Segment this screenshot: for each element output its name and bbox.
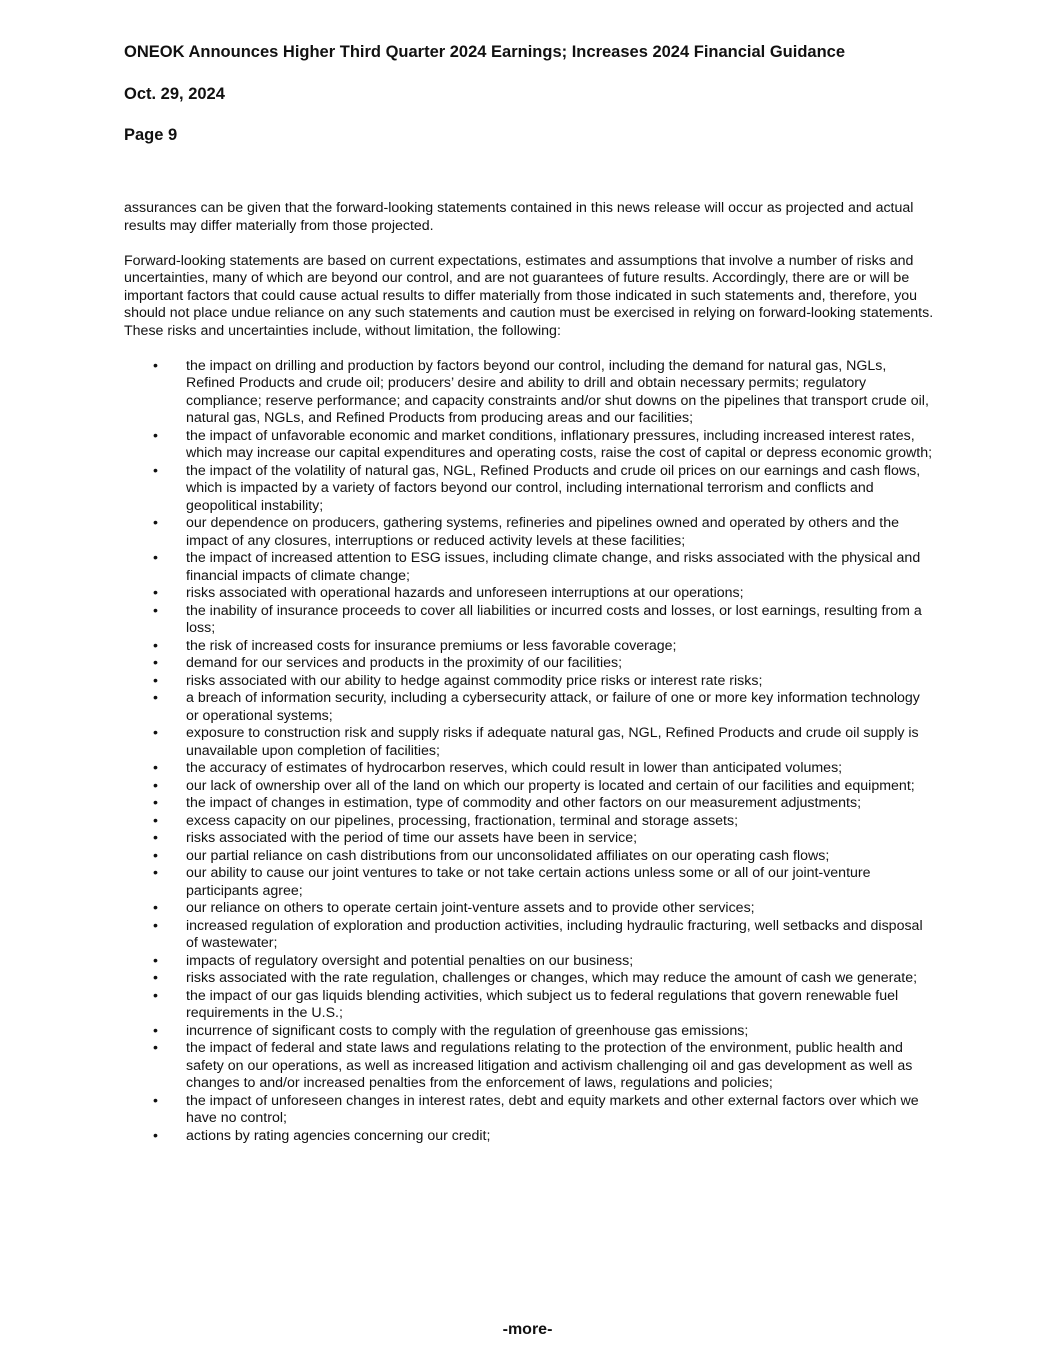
risk-factor-item (124, 760, 936, 778)
risk-factor-text: risks associated with the period of time our assets have been in service; (186, 830, 638, 846)
risk-factor-text: impacts of regulatory oversight and potential penalties on our business; (186, 952, 634, 969)
bullet-marker: • (153, 672, 158, 689)
bullet-marker: • (153, 987, 158, 1004)
bullet-marker: • (153, 760, 158, 776)
bullet-marker: • (153, 795, 158, 811)
risk-factor-item (124, 918, 936, 953)
risk-factor-text: the risk of increased costs for insurance premiums or less favorable coverage; (186, 637, 677, 654)
bullet-marker: • (153, 900, 158, 916)
risk-factor-text: the accuracy of estimates of hydrocarbon reserves, which could result in lower than anticipated volumes; (186, 760, 843, 776)
bullet-marker: • (153, 637, 158, 654)
risk-factor-item (124, 428, 936, 463)
bullet-marker: • (153, 427, 158, 444)
risk-factor-item (124, 1023, 936, 1041)
risk-factor-item (124, 655, 936, 673)
bullet-marker: • (153, 917, 158, 934)
risk-factor-text: risks associated with the rate regulation, challenges or changes, which may reduce the amount of cash we generate; (186, 970, 918, 986)
risk-factor-item (124, 358, 936, 428)
risk-factor-item (124, 673, 936, 691)
release-date: Oct. 29, 2024 (124, 85, 225, 103)
bullet-marker: • (153, 847, 158, 864)
bullet-marker: • (153, 865, 158, 881)
bullet-marker: • (153, 812, 158, 829)
bullet-marker: • (153, 690, 158, 706)
risk-factor-text: the inability of insurance proceeds to cover all liabilities or incurred costs and losses, or lost earnings, resulting from a loss; (186, 602, 922, 636)
risk-factor-item (124, 795, 936, 813)
risk-factor-item (124, 778, 936, 796)
risk-factor-text: our lack of ownership over all of the land on which our property is located and certain of our facilities and equipment; (186, 777, 915, 794)
risk-factor-text: incurrence of significant costs to comply with the regulation of greenhouse gas emissions; (186, 1022, 749, 1039)
bullet-marker: • (153, 515, 158, 531)
risk-factor-list (124, 358, 936, 1146)
risk-factor-text: the impact of unfavorable economic and market conditions, inflationary pressures, including increased interest rates, which may increase our capital expenditures and operating costs, raise the cost of capital or depress economic growth; (186, 427, 933, 461)
risk-factor-text: our ability to cause our joint ventures to take or not take certain actions unless some or all of our joint-venture participants agree; (186, 865, 871, 899)
risk-factor-text: our dependence on producers, gathering systems, refineries and pipelines owned and operated by others and the impact of any closures, interruptions or reduced activity levels at these facilities; (186, 515, 899, 549)
risk-factor-text: increased regulation of exploration and production activities, including hydraulic fracturing, well setbacks and disposal of wastewater; (186, 917, 923, 951)
risk-factor-item (124, 603, 936, 638)
page-number: Page 9 (124, 126, 178, 144)
bullet-marker: • (153, 970, 158, 986)
risk-factor-text: our partial reliance on cash distributions from our unconsolidated affiliates on our operating cash flows; (186, 847, 830, 864)
document-body (124, 200, 936, 1145)
risk-factor-item (124, 1040, 936, 1093)
risk-factor-text: a breach of information security, including a cybersecurity attack, or failure of one or more key information technology or operational systems; (186, 690, 920, 724)
bullet-marker: • (153, 1092, 158, 1109)
paragraph-intro: assurances can be given that the forward-looking statements contained in this news release will occur as projected and actual results may differ materially from those projected. (124, 200, 914, 234)
risk-factor-text: the impact of unforeseen changes in interest rates, debt and equity markets and other external factors over which we have no control; (186, 1092, 919, 1126)
risk-factor-item (124, 865, 936, 900)
bullet-marker: • (153, 357, 158, 374)
risk-factor-text: the impact of the volatility of natural gas, NGL, Refined Products and crude oil prices on our earnings and cash flows, which is impacted by a variety of factors beyond our control, including international terrorism and conflicts and geopolitical instability; (186, 462, 921, 514)
bullet-marker: • (153, 1022, 158, 1039)
risk-factor-text: our reliance on others to operate certain joint-venture assets and to provide other services; (186, 900, 755, 916)
risk-factor-item (124, 515, 936, 550)
bullet-marker: • (153, 1040, 158, 1056)
risk-factor-text: the impact on drilling and production by factors beyond our control, including the demand for natural gas, NGLs, Refined Products and crude oil; producers’ desire and ability to drill and obtain necessary permits; regulatory compliance; reserve performance; and capacity constraints and/or shut downs on the pipelines that transport crude oil, natural gas, NGLs, and Refined Products from producing areas and our facilities; (186, 357, 929, 426)
risk-factor-item (124, 690, 936, 725)
bullet-marker: • (153, 585, 158, 601)
risk-factor-item (124, 953, 936, 971)
more-footer: -more- (502, 1321, 553, 1338)
risk-factor-text: risks associated with operational hazards and unforeseen interruptions at our operations; (186, 585, 744, 601)
risk-factor-item (124, 813, 936, 831)
risk-factor-text: exposure to construction risk and supply risks if adequate natural gas, NGL, Refined Products and crude oil supply is unavailable upon completion of facilities; (186, 725, 919, 759)
risk-factor-item (124, 848, 936, 866)
risk-factor-text: the impact of federal and state laws and regulations relating to the protection of the environment, public health and safety on our operations, as well as increased litigation and activism challenging oil and gas development as well as changes to and/or increased penalties from the enforcement of laws, regulations and policies; (186, 1040, 913, 1091)
risk-factor-item (124, 830, 936, 848)
press-release-title: ONEOK Announces Higher Third Quarter 2024 Earnings; Increases 2024 Financial Guidance (124, 43, 846, 61)
risk-factor-item (124, 550, 936, 585)
bullet-marker: • (153, 462, 158, 479)
bullet-marker: • (153, 830, 158, 846)
risk-factor-item (124, 988, 936, 1023)
bullet-marker: • (153, 602, 158, 619)
risk-factor-item (124, 725, 936, 760)
bullet-marker: • (153, 655, 158, 671)
bullet-marker: • (153, 952, 158, 969)
risk-factor-text: demand for our services and products in the proximity of our facilities; (186, 655, 623, 671)
risk-factor-item (124, 463, 936, 516)
bullet-marker: • (153, 1127, 158, 1144)
risk-factor-text: excess capacity on our pipelines, processing, fractionation, terminal and storage assets; (186, 812, 739, 829)
risk-factor-text: the impact of our gas liquids blending activities, which subject us to federal regulations that govern renewable fuel requirements in the U.S.; (186, 987, 899, 1021)
paragraph-forward-looking: Forward-looking statements are based on current expectations, estimates and assumptions that involve a number of risks and uncertainties, many of which are beyond our control, and are not guarantees of future results. Accordingly, there are or will be important factors that could cause actual results to differ materially from those indicated in such statements and, therefore, you should not place undue reliance on any such statements and caution must be exercised in relying on forward-looking statements. These risks and uncertainties include, without limitation, the following: (124, 252, 934, 339)
risk-factor-item (124, 585, 936, 603)
bullet-marker: • (153, 550, 158, 566)
risk-factor-text: the impact of changes in estimation, type of commodity and other factors on our measurement adjustments; (186, 795, 862, 811)
bullet-marker: • (153, 725, 158, 741)
risk-factor-item (124, 900, 936, 918)
bullet-marker: • (153, 777, 158, 794)
risk-factor-item (124, 970, 936, 988)
risk-factor-text: actions by rating agencies concerning our credit; (186, 1127, 491, 1144)
risk-factor-text: the impact of increased attention to ESG issues, including climate change, and risks associated with the physical and financial impacts of climate change; (186, 550, 921, 584)
risk-factor-item (124, 1093, 936, 1128)
risk-factor-item (124, 1128, 936, 1146)
risk-factor-item (124, 638, 936, 656)
risk-factor-text: risks associated with our ability to hedge against commodity price risks or interest rate risks; (186, 672, 763, 689)
